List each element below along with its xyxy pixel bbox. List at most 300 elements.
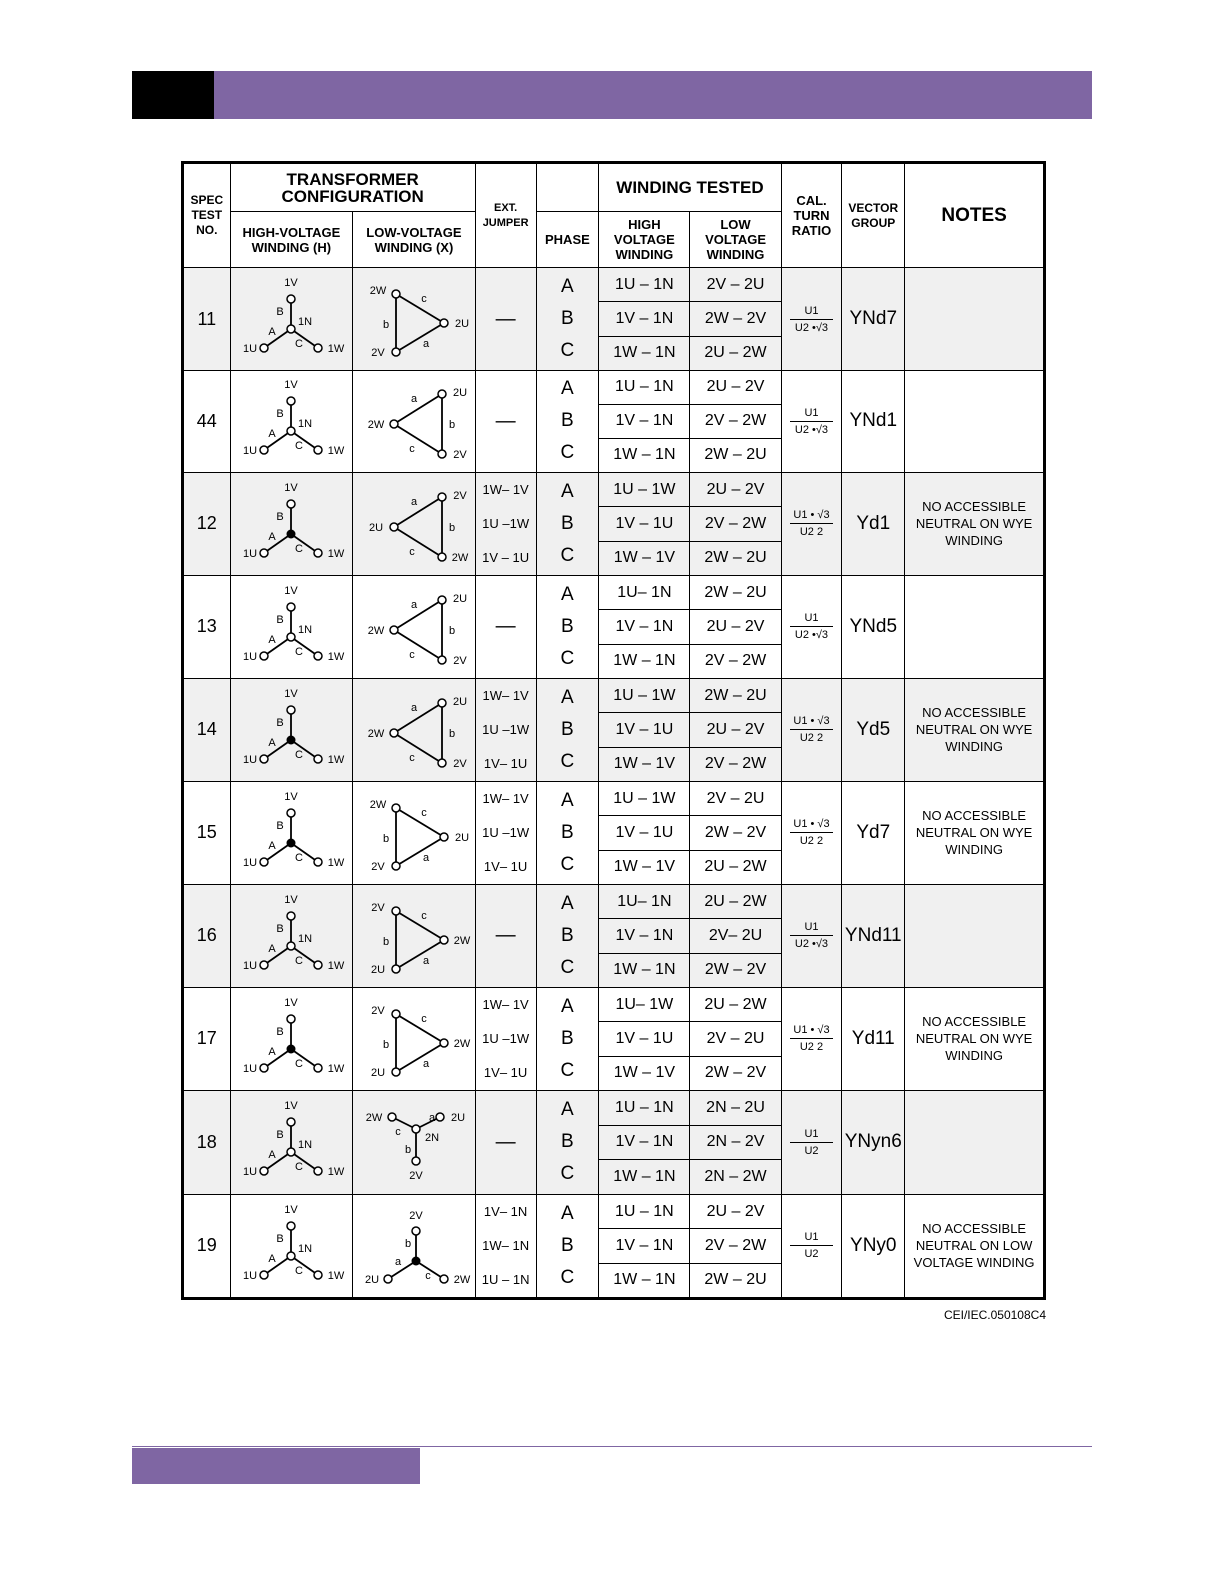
jumper-item: 1V– 1U	[483, 1065, 528, 1081]
jumper-list	[476, 371, 536, 472]
jumper-item: 1U –1W	[482, 825, 530, 841]
terminal-2	[392, 965, 400, 973]
test-row-18	[184, 1090, 1044, 1194]
lv-winding-cell	[353, 781, 476, 884]
terminal-1w	[314, 549, 322, 557]
terminal-1v	[287, 603, 295, 611]
phase-cell	[536, 884, 599, 987]
lv-tested-cell	[690, 1090, 781, 1194]
terminal-2	[390, 729, 398, 737]
neutral-dot	[411, 1256, 420, 1265]
label-2n: 2N	[424, 1132, 439, 1145]
test-row-44	[184, 371, 1044, 473]
jumper-list	[476, 473, 536, 575]
vector-header: VECTOR GROUP	[842, 164, 905, 268]
label-c: C	[295, 338, 304, 350]
turn-ratio-cell	[781, 575, 842, 678]
label-side-bottom: c	[409, 545, 415, 558]
label-c: C	[295, 954, 304, 967]
lv-tested-pair: 2W – 2U	[704, 1271, 767, 1289]
label-side-left: b	[382, 319, 389, 331]
terminal-1w	[314, 652, 322, 660]
terminal-1w	[314, 1167, 322, 1175]
neutral-dot	[287, 735, 296, 744]
label-1v: 1V	[284, 1100, 299, 1113]
label-b: B	[276, 716, 285, 729]
hv-tested-pair: 1V – 1N	[599, 919, 689, 953]
ratio-denominator: U2 •√3	[794, 938, 829, 951]
ratio-denominator: U2	[804, 1144, 819, 1157]
label-1v: 1V	[284, 996, 299, 1009]
terminal-1u	[260, 549, 268, 557]
phase-header-top	[536, 164, 599, 212]
label-1u: 1U	[243, 1166, 258, 1179]
hv-tested-pair: 1V – 1N	[599, 1229, 689, 1263]
turn-ratio-cell	[781, 1194, 842, 1297]
hv-tested-pair: 1V – 1N	[599, 302, 689, 336]
label-right-terminal: 2W	[453, 934, 471, 947]
label-1n: 1N	[298, 316, 313, 328]
ext-jumper-cell	[475, 678, 536, 781]
vector-group: Yd5	[842, 678, 905, 781]
vector-group: Yd11	[842, 987, 905, 1090]
jumper-list	[476, 679, 536, 781]
phase-label: B	[561, 1131, 574, 1153]
terminal-3	[438, 553, 446, 561]
label-b: b	[404, 1144, 411, 1157]
test-row-13	[184, 575, 1044, 678]
label-a: A	[268, 326, 277, 338]
header-black-block	[132, 71, 214, 119]
label-side-top: a	[410, 598, 417, 611]
lv-tested-pair: 2W – 2V	[690, 302, 780, 336]
vector-group: YNy0	[842, 1194, 905, 1297]
phase-label: A	[561, 892, 574, 914]
label-1u: 1U	[243, 1269, 258, 1282]
hv-tested-cell	[599, 575, 690, 678]
label-1u: 1U	[243, 1062, 258, 1075]
label-left-terminal: 2W	[367, 624, 385, 637]
label-side-top: a	[410, 495, 417, 508]
terminal-2w	[440, 1275, 448, 1283]
label-1u: 1U	[243, 343, 258, 355]
phase-label: B	[561, 924, 574, 946]
label-1v: 1V	[284, 790, 299, 803]
ratio-numerator: U1 • √3	[790, 509, 834, 524]
terminal-2	[390, 523, 398, 531]
label-c: C	[295, 440, 304, 453]
terminal-1u	[260, 858, 268, 866]
jumper-item: —	[495, 409, 516, 432]
ext-jumper-cell	[475, 472, 536, 575]
ratio-denominator: U2 2	[799, 835, 824, 848]
label-side-left: b	[382, 1038, 389, 1051]
ratio-numerator: U1 • √3	[790, 1024, 834, 1039]
phase-label: C	[560, 1059, 575, 1081]
hv-tested-cell	[599, 987, 690, 1090]
lv-winding-cell	[353, 371, 476, 473]
ratio-denominator: U2 •√3	[794, 629, 829, 642]
lv-winding-cell	[353, 884, 476, 987]
terminal-1u	[260, 1271, 268, 1279]
lv-tested-pair: 2U – 2W	[704, 858, 767, 876]
lv-tested-cell	[690, 781, 781, 884]
hv-tested-pair: 1W – 1V	[613, 1064, 676, 1082]
hv-tested-pair: 1V – 1U	[599, 713, 689, 747]
hv-tested-pair: 1W – 1N	[613, 1168, 676, 1186]
label-1u: 1U	[243, 650, 258, 663]
lv-winding-cell	[353, 472, 476, 575]
test-row-11	[184, 268, 1044, 371]
label-top-terminal: 2V	[371, 1004, 385, 1017]
lv-tested-cell	[690, 987, 781, 1090]
hv-tested-pair: 1U – 1N	[599, 268, 689, 302]
label-c: C	[295, 1161, 304, 1174]
hv-tested-pair: 1W – 1V	[613, 858, 676, 876]
label-1w: 1W	[328, 1166, 345, 1179]
terminal-1u	[260, 446, 268, 454]
hv-tested-cell	[599, 371, 690, 473]
hv-winding-cell	[230, 268, 353, 371]
vector-group: YNd5	[842, 575, 905, 678]
test-row-12	[184, 472, 1044, 575]
label-top-terminal: 2U	[452, 387, 467, 400]
turn-ratio-cell	[781, 268, 842, 371]
label-1v: 1V	[284, 1203, 299, 1216]
lv-tested-pair: 2W – 2U	[690, 679, 780, 713]
label-1n: 1N	[298, 1139, 313, 1152]
label-top-terminal: 2V	[453, 489, 467, 502]
phase-label: A	[561, 583, 574, 605]
label-a: A	[268, 530, 277, 543]
spec-test-no: 18	[184, 1090, 231, 1194]
ratio-denominator: U2 2	[799, 526, 824, 539]
phase-label: C	[560, 750, 575, 772]
label-c: C	[295, 851, 304, 864]
hv-tested-pair: 1V – 1U	[599, 1022, 689, 1056]
jumper-item: 1V– 1N	[483, 1204, 528, 1220]
spec-test-no: 12	[184, 472, 231, 575]
label-b: B	[276, 819, 285, 832]
lv-tested-header: LOW VOLTAGE WINDING	[690, 212, 781, 268]
label-top-terminal: 2U	[452, 592, 467, 605]
terminal-1w	[314, 1271, 322, 1279]
label-right-terminal: 2U	[454, 318, 469, 330]
label-1v: 1V	[284, 584, 299, 597]
hv-tested-cell	[599, 678, 690, 781]
lv-winding-cell	[353, 1194, 476, 1297]
label-c: C	[295, 748, 304, 761]
label-top-terminal: 2U	[452, 695, 467, 708]
ratio-denominator: U2 2	[799, 1041, 824, 1054]
label-a: A	[268, 428, 277, 441]
label-bottom-terminal: 2V	[453, 757, 467, 770]
spec-test-no: 44	[184, 371, 231, 473]
lv-tested-pair: 2W – 2U	[704, 549, 767, 567]
hv-winding-cell	[230, 884, 353, 987]
phase-label: B	[561, 1027, 574, 1049]
hv-tested-cell	[599, 1090, 690, 1194]
ratio-numerator: U1	[790, 1231, 834, 1246]
ext-jumper-cell	[475, 575, 536, 678]
jumper-item: 1W– 1V	[482, 791, 529, 807]
lv-delta-diagram	[356, 274, 472, 364]
jumper-item: —	[495, 1130, 516, 1153]
ratio-denominator: U2 •√3	[794, 423, 829, 436]
lv-tested-pair: 2W – 2U	[704, 446, 767, 464]
label-c: c	[425, 1269, 431, 1282]
spec-test-header: SPEC TEST NO.	[184, 164, 231, 268]
hv-tested-pair: 1U – 1W	[599, 473, 689, 507]
notes-cell: NO ACCESSIBLE NEUTRAL ON WYE WINDING	[905, 987, 1044, 1090]
notes-cell: NO ACCESSIBLE NEUTRAL ON WYE WINDING	[905, 781, 1044, 884]
phase-label: C	[560, 956, 575, 978]
ratio-header: CAL. TURN RATIO	[781, 164, 842, 268]
hv-wye-diagram	[236, 788, 346, 878]
lv-tested-pair: 2U – 2V	[690, 473, 780, 507]
lv-tested-pair: 2U – 2V	[690, 371, 780, 405]
hv-tested-pair: 1V – 1N	[599, 1126, 689, 1161]
hv-tested-pair: 1W – 1N	[613, 961, 676, 979]
hv-tested-pair: 1U – 1W	[599, 679, 689, 713]
transformer-test-table	[181, 161, 1046, 1300]
label-side-bottom: c	[409, 443, 415, 456]
label-1n: 1N	[298, 1242, 313, 1255]
notes-cell	[905, 1090, 1044, 1194]
label-1v: 1V	[284, 277, 299, 289]
label-side-right: b	[448, 521, 455, 534]
terminal-1	[438, 699, 446, 707]
turn-ratio-cell	[781, 987, 842, 1090]
phase-cell	[536, 678, 599, 781]
label-1v: 1V	[284, 687, 299, 700]
label-top-terminal: 2W	[369, 798, 387, 811]
label-side-right: b	[448, 727, 455, 740]
lv-winding-cell	[353, 678, 476, 781]
label-b: B	[276, 1025, 285, 1038]
lv-tested-cell	[690, 1194, 781, 1297]
phase-label: A	[561, 480, 574, 502]
jumper-item: 1W– 1V	[482, 997, 529, 1013]
label-bottom-terminal: 2V	[371, 347, 385, 359]
hv-winding-cell	[230, 987, 353, 1090]
lv-tested-pair: 2W – 2V	[690, 816, 780, 850]
phase-cell	[536, 1194, 599, 1297]
spec-test-no: 13	[184, 575, 231, 678]
terminal-1u	[260, 1167, 268, 1175]
phase-label: C	[560, 647, 575, 669]
turn-ratio-cell	[781, 1090, 842, 1194]
phase-label: B	[561, 410, 574, 432]
phase-cell	[536, 575, 599, 678]
label-side-top: a	[410, 701, 417, 714]
lv-delta-diagram	[356, 994, 472, 1084]
phase-label: C	[560, 544, 575, 566]
label-b: B	[276, 1232, 285, 1245]
header-purple-band	[214, 71, 1092, 119]
phase-label: B	[561, 718, 574, 740]
hv-tested-pair: 1W – 1N	[613, 446, 676, 464]
label-b: B	[276, 613, 285, 626]
terminal-1	[392, 804, 400, 812]
terminal-2u	[384, 1275, 392, 1283]
label-1w: 1W	[328, 445, 345, 458]
lv-tested-pair: 2N – 2U	[690, 1091, 780, 1126]
label-b: B	[276, 1129, 285, 1142]
label-1w: 1W	[328, 1062, 345, 1075]
jumper-item: —	[495, 307, 516, 330]
terminal-3	[440, 833, 448, 841]
label-side-right: b	[448, 624, 455, 637]
terminal-1v	[287, 500, 295, 508]
phase-label: C	[560, 853, 575, 875]
hv-winding-cell	[230, 678, 353, 781]
hv-tested-header: HIGH VOLTAGE WINDING	[599, 212, 690, 268]
label-bottom-terminal: 2V	[371, 860, 385, 873]
lv-tested-pair: 2V – 2W	[690, 405, 780, 439]
terminal-1v	[287, 912, 295, 920]
hv-tested-pair: 1U – 1N	[599, 1195, 689, 1229]
terminal-2	[390, 420, 398, 428]
spec-test-no: 19	[184, 1194, 231, 1297]
terminal-2	[392, 348, 400, 356]
notes-cell: NO ACCESSIBLE NEUTRAL ON WYE WINDING	[905, 678, 1044, 781]
terminal-1v	[287, 295, 295, 303]
transformer-config-header: TRANSFORMER CONFIGURATION	[230, 164, 475, 212]
hv-wye-diagram	[236, 685, 346, 775]
terminal-2v	[412, 1227, 420, 1235]
label-side-top: c	[421, 909, 427, 922]
label-b: B	[276, 922, 285, 935]
terminal-1	[438, 493, 446, 501]
hv-wye-diagram	[236, 274, 346, 364]
spec-test-no: 16	[184, 884, 231, 987]
lv-tested-pair: 2V – 2W	[704, 755, 767, 773]
phase-cell	[536, 781, 599, 884]
label-1w: 1W	[328, 959, 345, 972]
hv-tested-pair: 1U – 1W	[599, 782, 689, 816]
lv-delta-diagram	[356, 376, 472, 466]
lv-tested-pair: 2V – 2U	[690, 268, 780, 302]
jumper-item: 1U –1W	[482, 516, 530, 532]
phase-label: C	[560, 442, 575, 464]
ratio-numerator: U1	[790, 407, 834, 422]
label-side-bottom: c	[409, 751, 415, 764]
label-side-top: a	[410, 393, 417, 406]
terminal-3	[440, 936, 448, 944]
hv-tested-pair: 1V – 1N	[599, 610, 689, 644]
lv-tested-cell	[690, 472, 781, 575]
notes-cell	[905, 575, 1044, 678]
hv-wye-diagram	[236, 1097, 346, 1187]
footer-rule	[132, 1446, 1092, 1447]
ext-jumper-cell	[475, 781, 536, 884]
jumper-header: EXT. JUMPER	[475, 164, 536, 268]
notes-cell	[905, 884, 1044, 987]
label-side-bottom: a	[422, 851, 429, 864]
hv-tested-pair: 1V – 1N	[599, 405, 689, 439]
hv-wye-diagram	[236, 891, 346, 981]
label-side-top: c	[421, 293, 427, 305]
label-a: a	[428, 1112, 435, 1125]
notes-cell: NO ACCESSIBLE NEUTRAL ON WYE WINDING	[905, 472, 1044, 575]
label-1v: 1V	[284, 893, 299, 906]
jumper-list	[476, 1091, 536, 1194]
hv-tested-cell	[599, 781, 690, 884]
hv-winding-cell	[230, 781, 353, 884]
jumper-item: 1W– 1V	[482, 482, 529, 498]
turn-ratio-cell	[781, 678, 842, 781]
vector-group: Yd7	[842, 781, 905, 884]
lv-tested-pair: 2U – 2W	[704, 344, 767, 362]
lv-tested-cell	[690, 268, 781, 371]
vector-group: YNd11	[842, 884, 905, 987]
phase-cell	[536, 268, 599, 371]
label-side-bottom: c	[409, 648, 415, 661]
label-side-bottom: a	[422, 338, 429, 350]
label-1n: 1N	[298, 623, 313, 636]
test-row-15	[184, 781, 1044, 884]
terminal-1v	[287, 1015, 295, 1023]
hv-tested-pair: 1U– 1W	[599, 988, 689, 1022]
label-bottom-terminal: 2U	[370, 963, 385, 976]
phase-label: A	[561, 1202, 574, 1224]
lv-delta-diagram	[356, 479, 472, 569]
label-1n: 1N	[298, 418, 313, 431]
ratio-denominator: U2	[804, 1248, 819, 1261]
jumper-item: 1U – 1N	[481, 1272, 530, 1288]
label-1w: 1W	[328, 1269, 345, 1282]
lv-tested-cell	[690, 884, 781, 987]
ratio-numerator: U1	[790, 1128, 834, 1143]
lv-delta-diagram	[356, 891, 472, 981]
terminal-1	[392, 907, 400, 915]
label-side-left: b	[382, 832, 389, 845]
label-bottom-terminal: 2W	[451, 551, 469, 564]
hv-tested-pair: 1U – 1N	[599, 1091, 689, 1126]
hv-winding-header: HIGH-VOLTAGE WINDING (H)	[230, 212, 353, 268]
ratio-numerator: U1	[790, 612, 834, 627]
terminal-1u	[260, 344, 268, 352]
phase-label: C	[560, 1163, 575, 1185]
ext-jumper-cell	[475, 371, 536, 473]
ratio-denominator: U2 •√3	[794, 321, 829, 334]
notes-header: NOTES	[905, 164, 1044, 268]
lv-tested-pair: 2V – 2U	[690, 1022, 780, 1056]
terminal-1v	[287, 706, 295, 714]
ext-jumper-cell	[475, 1194, 536, 1297]
test-row-19	[184, 1194, 1044, 1297]
notes-cell	[905, 268, 1044, 371]
label-b: B	[276, 306, 285, 318]
terminal-2w	[388, 1113, 396, 1121]
label-1w: 1W	[328, 547, 345, 560]
label-2w: 2W	[453, 1273, 471, 1286]
label-bottom-terminal: 2V	[453, 449, 467, 462]
phase-cell	[536, 472, 599, 575]
lv-tested-pair: 2V – 2W	[690, 1229, 780, 1263]
spec-test-no: 14	[184, 678, 231, 781]
lv-tested-pair: 2V – 2U	[690, 782, 780, 816]
label-a: A	[268, 1149, 277, 1162]
notes-cell: NO ACCESSIBLE NEUTRAL ON LOW VOLTAGE WINDING	[905, 1194, 1044, 1297]
ext-jumper-cell	[475, 884, 536, 987]
label-b: B	[276, 510, 285, 523]
vector-group: YNd1	[842, 371, 905, 473]
lv-wye-diagram	[356, 1097, 472, 1187]
label-1u: 1U	[243, 959, 258, 972]
terminal-1w	[314, 858, 322, 866]
